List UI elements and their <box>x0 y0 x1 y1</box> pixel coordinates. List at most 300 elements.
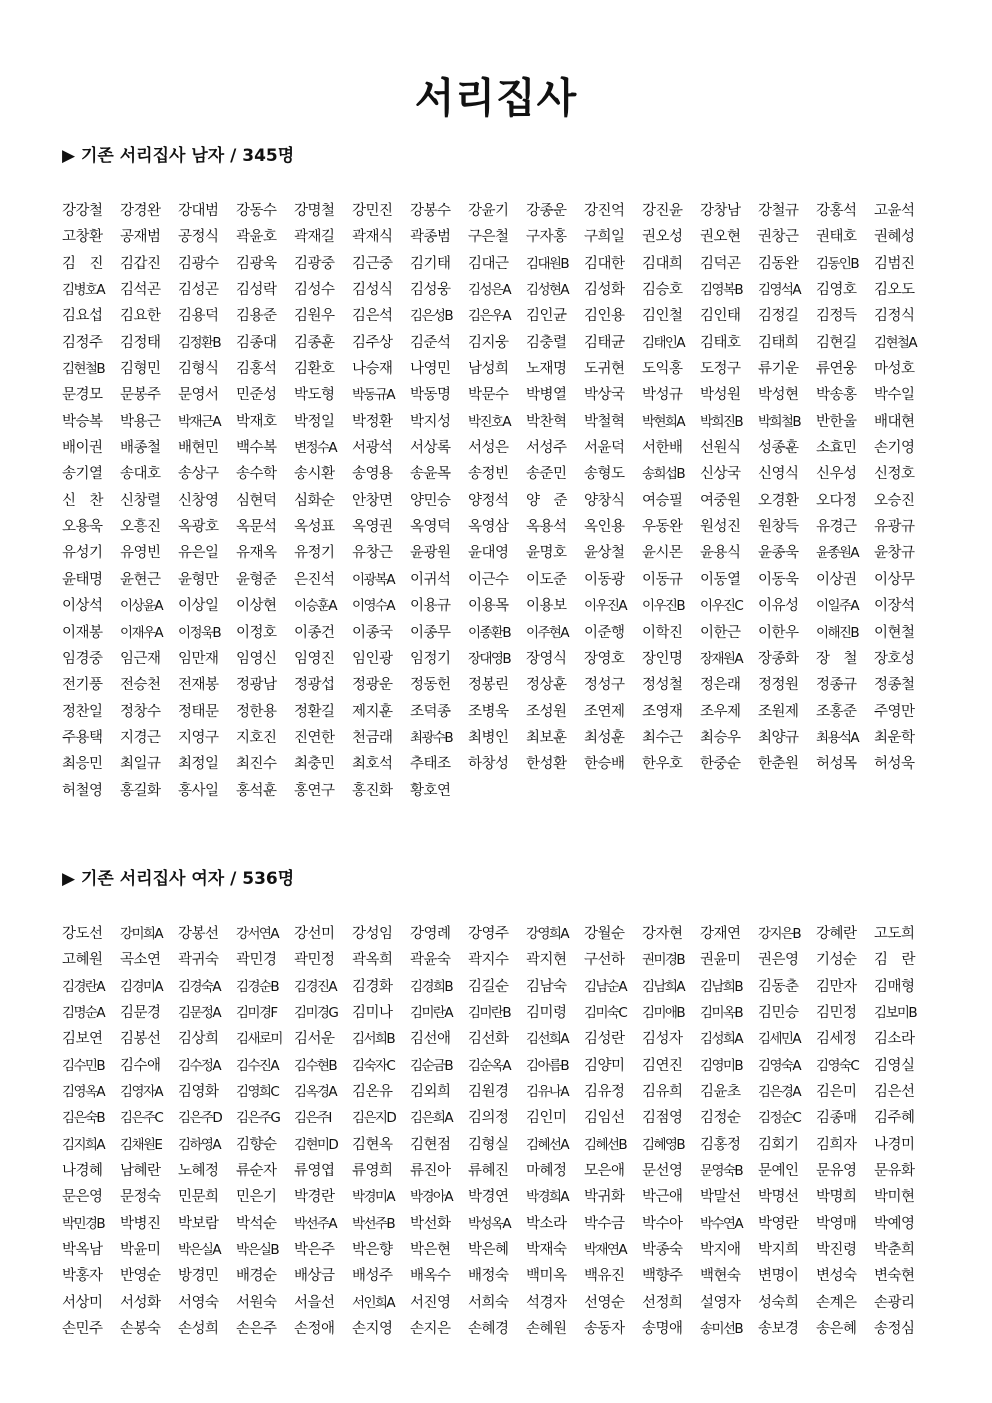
name-entry: 정한용 <box>236 703 277 720</box>
name-entry: 박수연A <box>700 1215 742 1232</box>
name-entry: 김주상 <box>352 334 393 351</box>
name-entry: 주용택 <box>62 729 103 746</box>
name-entry: 강홍석 <box>816 203 857 219</box>
name-entry: 곽민정 <box>294 952 335 969</box>
name-entry: 김정순 <box>700 1110 741 1127</box>
name-entry: 여승필 <box>642 492 683 509</box>
name-entry: 이장석 <box>874 598 915 615</box>
name-entry: 김광욱 <box>236 255 277 272</box>
name-entry: 권미경B <box>642 952 684 969</box>
name-entry: 김서운 <box>294 1031 335 1048</box>
name-entry: 천금래 <box>352 729 393 746</box>
name-entry: 류진아 <box>410 1163 451 1180</box>
name-entry: 신상국 <box>700 466 741 483</box>
name-entry: 한춘원 <box>758 756 799 773</box>
name-entry: 정창수 <box>120 703 161 720</box>
name-entry: 김수진A <box>236 1057 278 1074</box>
name-entry: 정광남 <box>236 677 277 694</box>
name-entry: 김지희A <box>62 1136 104 1153</box>
name-entry: 장영식 <box>526 650 567 667</box>
name-entry: 장재원A <box>700 650 742 667</box>
name-entry: 이우진A <box>584 598 626 615</box>
name-entry: 김점영 <box>642 1110 683 1127</box>
name-entry: 김경순B <box>236 978 278 995</box>
name-entry: 한성환 <box>526 756 567 773</box>
name-entry: 김인균 <box>526 308 567 325</box>
name-entry: 이한근 <box>700 624 741 641</box>
name-entry: 박귀화 <box>584 1189 625 1206</box>
name-entry: 홍길화 <box>120 782 161 799</box>
name-entry: 선영순 <box>584 1294 625 1311</box>
name-entry: 강봉선 <box>178 926 219 942</box>
name-entry: 서성화 <box>120 1294 161 1311</box>
name-entry: 배경순 <box>236 1268 277 1285</box>
name-entry: 김수현B <box>294 1057 336 1074</box>
name-entry: 김유정 <box>584 1084 625 1101</box>
name-entry: 지경근 <box>120 729 161 746</box>
name-entry: 박영매 <box>816 1215 857 1232</box>
name-entry: 정은래 <box>700 677 741 694</box>
name-entry: 나경혜 <box>62 1163 103 1180</box>
name-entry: 송동자 <box>584 1321 625 1338</box>
name-entry: 최응민 <box>62 756 103 773</box>
name-entry: 전재봉 <box>178 677 219 694</box>
name-entry: 민은기 <box>236 1189 277 1206</box>
name-entry: 이근수 <box>468 571 509 588</box>
name-entry: 심화순 <box>294 492 335 509</box>
name-entry: 김회기 <box>758 1136 799 1153</box>
name-entry: 손정애 <box>294 1321 335 1338</box>
name-entry: 박재연A <box>584 1242 626 1259</box>
name-entry: 김지웅 <box>468 334 509 351</box>
name-entry: 고도희 <box>874 926 915 942</box>
name-entry: 최호석 <box>352 756 393 773</box>
name-entry: 배상금 <box>294 1268 335 1285</box>
name-entry: 정상훈 <box>526 677 567 694</box>
name-entry: 마혜정 <box>526 1163 567 1180</box>
name-entry: 김명순A <box>62 1005 104 1022</box>
name-entry: 손은주 <box>236 1321 277 1338</box>
name-entry: 최용석A <box>816 729 858 746</box>
name-entry: 김은주D <box>178 1110 222 1127</box>
name-entry: 김 란 <box>874 952 916 969</box>
name-entry: 김동인B <box>816 255 858 272</box>
name-entry: 김 진 <box>62 255 104 272</box>
name-entry: 김민승 <box>758 1005 799 1022</box>
name-entry: 원창득 <box>758 519 799 536</box>
name-entry: 고윤석 <box>874 203 915 219</box>
name-entry: 이정욱B <box>178 624 220 641</box>
name-entry: 오다정 <box>816 492 857 509</box>
name-entry: 김현점 <box>410 1136 451 1153</box>
name-entry: 문유영 <box>816 1163 857 1180</box>
name-entry: 강혜란 <box>816 926 857 942</box>
name-entry: 이승훈A <box>294 598 336 615</box>
name-entry: 김원경 <box>468 1084 509 1101</box>
name-entry: 오경환 <box>758 492 799 509</box>
name-entry: 김남숙 <box>526 978 567 995</box>
name-entry: 조연제 <box>584 703 625 720</box>
name-entry: 박은혜 <box>468 1242 509 1259</box>
name-entry: 반영순 <box>120 1268 161 1285</box>
name-entry: 박재근A <box>178 413 220 430</box>
name-entry: 김은주G <box>236 1110 280 1127</box>
name-entry: 박재숙 <box>526 1242 567 1259</box>
name-entry: 변명이 <box>758 1268 799 1285</box>
name-entry: 서영숙 <box>178 1294 219 1311</box>
name-entry: 박근애 <box>642 1189 683 1206</box>
name-entry: 이상권 <box>816 571 857 588</box>
name-entry: 강진억 <box>584 203 625 219</box>
name-entry: 방경민 <box>178 1268 219 1285</box>
name-entry: 유정기 <box>294 545 335 562</box>
name-entry: 이상석 <box>62 598 103 615</box>
name-entry: 손광리 <box>874 1294 915 1311</box>
name-entry: 장호성 <box>874 650 915 667</box>
name-entry: 심현덕 <box>236 492 277 509</box>
name-entry: 강영주 <box>468 926 509 942</box>
name-entry: 김온유 <box>352 1084 393 1101</box>
name-entry: 박경미A <box>352 1189 394 1206</box>
name-entry: 문예인 <box>758 1163 799 1180</box>
name-entry: 김향순 <box>236 1136 277 1153</box>
name-entry: 원성진 <box>700 519 741 536</box>
name-entry: 최충민 <box>294 756 335 773</box>
name-entry: 서희숙 <box>468 1294 509 1311</box>
name-entry: 김영숙A <box>758 1057 800 1074</box>
name-entry: 권은영 <box>758 952 799 969</box>
name-entry: 김은지D <box>352 1110 396 1127</box>
name-entry: 강영희A <box>526 926 568 942</box>
name-entry: 이동열 <box>700 571 741 588</box>
name-entry: 윤상철 <box>584 545 625 562</box>
name-entry: 설영자 <box>700 1294 741 1311</box>
name-entry: 변성숙 <box>816 1268 857 1285</box>
name-entry: 곽귀숙 <box>178 952 219 969</box>
name-entry: 공정식 <box>178 229 219 246</box>
name-entry: 김용덕 <box>178 308 219 325</box>
name-entry: 강강철 <box>62 203 103 219</box>
name-entry: 윤창규 <box>874 545 915 562</box>
name-entry: 구자홍 <box>526 229 567 246</box>
name-entry: 이일주A <box>816 598 858 615</box>
name-entry: 김보미B <box>874 1005 916 1022</box>
name-entry: 여중원 <box>700 492 741 509</box>
name-entry: 김광수 <box>178 255 219 272</box>
name-entry: 김석곤 <box>120 282 161 299</box>
name-entry: 김은우A <box>468 308 510 325</box>
name-entry: 김혜영B <box>642 1136 684 1153</box>
name-entry: 박정환 <box>352 413 393 430</box>
name-entry: 장영호 <box>584 650 625 667</box>
name-entry: 유재옥 <box>236 545 277 562</box>
name-entry: 김문정A <box>178 1005 220 1022</box>
name-entry: 유창근 <box>352 545 393 562</box>
name-entry: 김인철 <box>642 308 683 325</box>
name-entry: 김태희 <box>758 334 799 351</box>
name-entry: 문영서 <box>178 387 219 404</box>
name-entry: 유영빈 <box>120 545 161 562</box>
name-entry: 윤형준 <box>236 571 277 588</box>
name-entry: 백유진 <box>584 1268 625 1285</box>
name-entry: 김형실 <box>468 1136 509 1153</box>
name-entry: 김은선 <box>874 1084 915 1101</box>
name-entry: 유경근 <box>816 519 857 536</box>
name-entry: 송준민 <box>526 466 567 483</box>
page-title: 서리집사 <box>414 74 578 122</box>
name-entry: 송영용 <box>352 466 393 483</box>
name-entry: 오용욱 <box>62 519 103 536</box>
name-entry: 곽윤호 <box>236 229 277 246</box>
name-entry: 송상구 <box>178 466 219 483</box>
name-entry: 손혜원 <box>526 1321 567 1338</box>
name-entry: 이해진B <box>816 624 858 641</box>
name-entry: 정성구 <box>584 677 625 694</box>
name-entry: 권태호 <box>816 229 857 246</box>
name-entry: 김미령 <box>526 1005 567 1022</box>
name-entry: 황호연 <box>410 782 451 799</box>
name-entry: 남혜란 <box>120 1163 161 1180</box>
name-entry: 허철영 <box>62 782 103 799</box>
name-entry: 박소라 <box>526 1215 567 1232</box>
name-entry: 김은희A <box>410 1110 452 1127</box>
name-entry: 박예영 <box>874 1215 915 1232</box>
name-entry: 강자현 <box>642 926 683 942</box>
name-entry: 권오현 <box>700 229 741 246</box>
name-entry: 노혜정 <box>178 1163 219 1180</box>
section-heading-male: ▶ 기존 서리집사 남자 / 345명 <box>62 146 295 166</box>
name-entry: 김유나A <box>526 1084 568 1101</box>
name-entry: 김의정 <box>468 1110 509 1127</box>
name-entry: 지영구 <box>178 729 219 746</box>
name-entry: 김미애B <box>642 1005 684 1022</box>
name-entry: 조홍준 <box>816 703 857 720</box>
name-entry: 김선희A <box>526 1031 568 1048</box>
name-entry: 서인희A <box>352 1294 394 1311</box>
name-entry: 김세정 <box>816 1031 857 1048</box>
name-entry: 강미희A <box>120 926 162 942</box>
name-entry: 홍진화 <box>352 782 393 799</box>
name-entry: 김영미B <box>700 1057 742 1074</box>
name-entry: 김수정A <box>178 1057 220 1074</box>
name-entry: 김희자 <box>816 1136 857 1153</box>
name-entry: 정광운 <box>352 677 393 694</box>
name-entry: 송희섭B <box>642 466 684 483</box>
name-entry: 김은주I <box>294 1110 331 1127</box>
name-entry: 강영례 <box>410 926 451 942</box>
name-entry: 강지은B <box>758 926 800 942</box>
name-entry: 윤명호 <box>526 545 567 562</box>
name-entry: 박은실B <box>236 1242 278 1259</box>
name-entry: 임영신 <box>236 650 277 667</box>
name-entry: 강서연A <box>236 926 278 942</box>
name-entry: 최광수B <box>410 729 452 746</box>
name-entry: 한우호 <box>642 756 683 773</box>
name-entry: 강민진 <box>352 203 393 219</box>
name-entry: 최진수 <box>236 756 277 773</box>
name-entry: 박은향 <box>352 1242 393 1259</box>
name-entry: 신정호 <box>874 466 915 483</box>
name-entry: 문경모 <box>62 387 103 404</box>
name-entry: 김길순 <box>468 978 509 995</box>
name-entry: 배이권 <box>62 440 103 457</box>
name-entry: 곽윤숙 <box>410 952 451 969</box>
name-entry: 양창식 <box>584 492 625 509</box>
name-entry: 김남순A <box>584 978 626 995</box>
name-entry: 김소라 <box>874 1031 915 1048</box>
name-entry: 김성현A <box>526 282 568 299</box>
name-entry: 김상희 <box>178 1031 219 1048</box>
name-entry: 이종국 <box>352 624 393 641</box>
name-entry: 김정득 <box>816 308 857 325</box>
name-entry: 박희진B <box>700 413 742 430</box>
name-entry: 송미선B <box>700 1321 742 1338</box>
name-entry: 박은주 <box>294 1242 335 1259</box>
name-entry: 정찬일 <box>62 703 103 720</box>
name-entry: 윤태명 <box>62 571 103 588</box>
name-entry: 박보람 <box>178 1215 219 1232</box>
name-entry: 강철규 <box>758 203 799 219</box>
name-entry: 김덕곤 <box>700 255 741 272</box>
name-entry: 김성곤 <box>178 282 219 299</box>
name-entry: 김근중 <box>352 255 393 272</box>
name-entry: 장대영B <box>468 650 510 667</box>
name-entry: 김경숙A <box>178 978 220 995</box>
name-entry: 류순자 <box>236 1163 277 1180</box>
name-entry: 윤광원 <box>410 545 451 562</box>
name-entry: 박미현 <box>874 1189 915 1206</box>
name-entry: 이종환B <box>468 624 510 641</box>
name-entry: 김대원B <box>526 255 568 272</box>
name-entry: 박선주A <box>294 1215 336 1232</box>
name-entry: 김인미 <box>526 1110 567 1127</box>
name-entry: 김광중 <box>294 255 335 272</box>
name-entry: 박문수 <box>468 387 509 404</box>
name-entry: 김임선 <box>584 1110 625 1127</box>
name-entry: 김현철B <box>62 361 104 378</box>
name-entry: 박도형 <box>294 387 335 404</box>
name-entry: 곽지현 <box>526 952 567 969</box>
name-entry: 김문경 <box>120 1005 161 1022</box>
name-entry: 박정일 <box>294 413 335 430</box>
name-entry: 김경란A <box>62 978 104 995</box>
name-entry: 김성웅 <box>410 282 451 299</box>
name-entry: 문유화 <box>874 1163 915 1180</box>
name-entry: 김현옥 <box>352 1136 393 1153</box>
name-entry: 박경희A <box>526 1189 568 1206</box>
name-entry: 권혜성 <box>874 229 915 246</box>
name-entry: 이우진B <box>642 598 684 615</box>
name-entry: 최양규 <box>758 729 799 746</box>
name-entry: 이주현A <box>526 624 568 641</box>
name-entry: 홍석훈 <box>236 782 277 799</box>
name-entry: 김성란 <box>584 1031 625 1048</box>
name-entry: 김아름B <box>526 1057 568 1074</box>
name-entry: 김서희B <box>352 1031 394 1048</box>
name-entry: 김영화 <box>178 1084 219 1101</box>
name-entry: 구선하 <box>584 952 625 969</box>
name-entry: 백미옥 <box>526 1268 567 1285</box>
name-entry: 박수금 <box>584 1215 625 1232</box>
name-entry: 김만자 <box>816 978 857 995</box>
name-entry: 유은일 <box>178 545 219 562</box>
name-entry: 임영진 <box>294 650 335 667</box>
name-entry: 이종무 <box>410 624 451 641</box>
name-entry: 강경완 <box>120 203 161 219</box>
name-entry: 김미경G <box>294 1005 338 1022</box>
name-entry: 정동헌 <box>410 677 451 694</box>
name-entry: 박병열 <box>526 387 567 404</box>
name-entry: 김양미 <box>584 1057 625 1074</box>
name-entry: 이상일 <box>178 598 219 615</box>
name-entry: 김유희 <box>642 1084 683 1101</box>
name-entry: 서상록 <box>410 440 451 457</box>
name-entry: 문봉주 <box>120 387 161 404</box>
name-entry: 서윤덕 <box>584 440 625 457</box>
name-entry: 김민정 <box>816 1005 857 1022</box>
name-entry: 김준석 <box>410 334 451 351</box>
name-entry: 이귀석 <box>410 571 451 588</box>
name-entry: 김인태 <box>700 308 741 325</box>
name-entry: 김원우 <box>294 308 335 325</box>
name-entry: 박성원 <box>700 387 741 404</box>
name-entry: 김태호 <box>700 334 741 351</box>
name-entry: 조영재 <box>642 703 683 720</box>
name-entry: 곽재식 <box>352 229 393 246</box>
name-entry: 박경아A <box>410 1189 452 1206</box>
name-entry: 옥용석 <box>526 519 567 536</box>
name-entry: 김형식 <box>178 361 219 378</box>
name-entry: 홍연구 <box>294 782 335 799</box>
name-entry: 김미란A <box>410 1005 452 1022</box>
name-entry: 이동광 <box>584 571 625 588</box>
name-entry: 박수아 <box>642 1215 683 1232</box>
name-entry: 은진석 <box>294 571 335 588</box>
name-entry: 배현민 <box>178 440 219 457</box>
name-entry: 송대호 <box>120 466 161 483</box>
name-entry: 옥성표 <box>294 519 335 536</box>
name-entry: 송정심 <box>874 1321 915 1338</box>
name-entry: 송은혜 <box>816 1321 857 1338</box>
name-entry: 변정수A <box>294 440 336 457</box>
name-entry: 송수학 <box>236 466 277 483</box>
name-entry: 김경미A <box>120 978 162 995</box>
name-entry: 박상국 <box>584 387 625 404</box>
name-entry: 김연진 <box>642 1057 683 1074</box>
name-entry: 박명희 <box>816 1189 857 1206</box>
name-entry: 이정호 <box>236 624 277 641</box>
name-entry: 구희일 <box>584 229 625 246</box>
name-entry: 김영복B <box>700 282 742 299</box>
name-entry: 정광섭 <box>294 677 335 694</box>
name-entry: 홍사일 <box>178 782 219 799</box>
name-entry: 정태문 <box>178 703 219 720</box>
name-entry: 옥영덕 <box>410 519 451 536</box>
name-entry: 진연한 <box>294 729 335 746</box>
name-entry: 조병욱 <box>468 703 509 720</box>
name-entry: 김성수 <box>294 282 335 299</box>
name-entry: 변숙현 <box>874 1268 915 1285</box>
name-entry: 배정숙 <box>468 1268 509 1285</box>
name-entry: 김은숙B <box>62 1110 104 1127</box>
name-list-male <box>62 198 932 804</box>
name-entry: 이용규 <box>410 598 451 615</box>
name-entry: 김옥경A <box>294 1084 336 1101</box>
name-entry: 강월순 <box>584 926 625 942</box>
name-entry: 김갑진 <box>120 255 161 272</box>
name-entry: 권창근 <box>758 229 799 246</box>
name-entry: 김주혜 <box>874 1110 915 1127</box>
